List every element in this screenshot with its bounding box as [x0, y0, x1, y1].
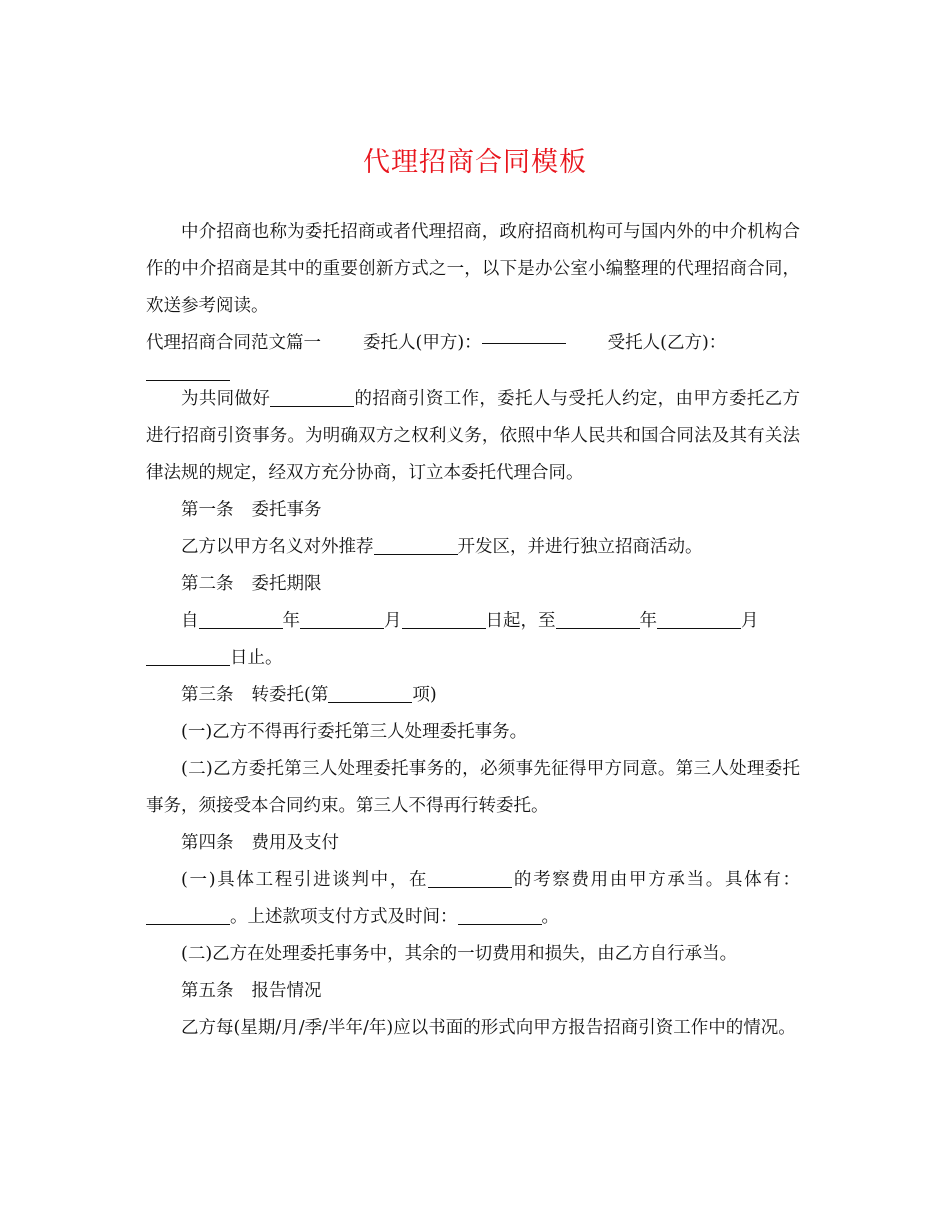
article-1-title: 委托事务 — [251, 499, 322, 520]
start-day-blank — [402, 610, 486, 629]
party-a-blank — [482, 325, 566, 344]
end-month-blank — [657, 610, 741, 629]
article-2-heading — [146, 566, 800, 603]
article-1-label: 第一条 — [181, 499, 234, 520]
parties-line — [146, 325, 800, 362]
preamble-paragraph — [146, 381, 800, 492]
article-1-text — [146, 529, 800, 566]
article-3-item-1: (一)乙方不得再行委托第三人处理委托事务。 — [181, 721, 528, 742]
article-4-label: 第四条 — [181, 832, 234, 853]
project-blank — [270, 388, 354, 407]
inspection-blank — [428, 869, 512, 888]
development-zone-blank — [374, 536, 458, 555]
intro-paragraph: 中介招商也称为委托招商或者代理招商，政府招商机构可与国内外的中介机构合作的中介招商是其中的重要创新方式之一，以下是办公室小编整理的代理招商合同，欢送参考阅读。 — [146, 222, 800, 316]
day-start-label: 日起，至 — [485, 610, 556, 631]
document-body — [146, 214, 800, 1047]
article-2-title: 委托期限 — [251, 573, 322, 594]
year-label-2: 年 — [639, 610, 657, 631]
party-b-blank-line — [146, 362, 800, 381]
article-2-label: 第二条 — [181, 573, 234, 594]
article-4-item-1-part3: 。上述款项支付方式及时间： — [230, 906, 458, 927]
article-4-item-1-part1: (一)具体工程引进谈判中，在 — [181, 869, 429, 890]
payment-method-blank — [458, 906, 542, 925]
article-4-item-2: (二)乙方在处理委托事务中，其余的一切费用和损失，由乙方自行承当。 — [181, 943, 738, 964]
article-5-heading — [146, 973, 800, 1010]
article-3-title-part2: 项) — [412, 684, 437, 705]
start-year-blank — [199, 610, 283, 629]
article-5-text: 乙方每(星期/月/季/半年/年)应以书面的形式向甲方报告招商引资工作中的情况。 — [181, 1017, 796, 1038]
month-label: 月 — [384, 610, 402, 631]
article-3-label: 第三条 — [181, 684, 234, 705]
party-a-label: 委托人(甲方)： — [363, 333, 482, 353]
year-label: 年 — [282, 610, 300, 631]
article-3-title-part1: 转委托(第 — [251, 684, 329, 705]
expense-details-blank — [146, 906, 230, 925]
article-3-item-2: (二)乙方委托第三人处理委托事务的，必须事先征得甲方同意。第三人处理委托事务，须接受本合同约束。第三人不得再行转委托。 — [146, 758, 800, 816]
sample-heading: 代理招商合同范文篇一 — [146, 333, 321, 353]
article-5-title: 报告情况 — [251, 980, 322, 1001]
document-title: 代理招商合同模板 — [363, 147, 587, 178]
day-end-label: 日止。 — [230, 647, 283, 668]
article-5-label: 第五条 — [181, 980, 234, 1001]
preamble-part2: 的招商引资工作，委托人与受托人约定，由甲方委托乙方进行招商引资事务。为明确双方之权利义务，依照中华人民共和国合同法及其有关法律法规的规定，经双方充分协商，订立本委托代理合同。 — [146, 388, 801, 483]
article-4-title: 费用及支付 — [251, 832, 339, 853]
article-2-text-end — [146, 640, 800, 677]
article-4-item-1-part4: 。 — [541, 906, 559, 927]
period-from-label: 自 — [181, 610, 199, 631]
start-month-blank — [300, 610, 384, 629]
article-4-heading — [146, 825, 800, 862]
end-day-blank — [146, 647, 230, 666]
item-number-blank — [328, 684, 412, 703]
article-3-heading — [146, 677, 800, 714]
article-4-item-1 — [146, 862, 800, 936]
article-4-item-1-part2: 的考察费用由甲方承当。具体有： — [512, 869, 800, 890]
preamble-part1: 为共同做好 — [181, 388, 271, 409]
article-2-text — [146, 603, 800, 640]
article-1-heading — [146, 492, 800, 529]
month-label-2: 月 — [741, 610, 759, 631]
article-1-text-part1: 乙方以甲方名义对外推荐 — [181, 536, 374, 557]
article-1-text-part2: 开发区，并进行独立招商活动。 — [457, 536, 703, 557]
party-b-label: 受托人(乙方)： — [607, 333, 727, 353]
end-year-blank — [556, 610, 640, 629]
party-b-blank — [146, 362, 230, 381]
